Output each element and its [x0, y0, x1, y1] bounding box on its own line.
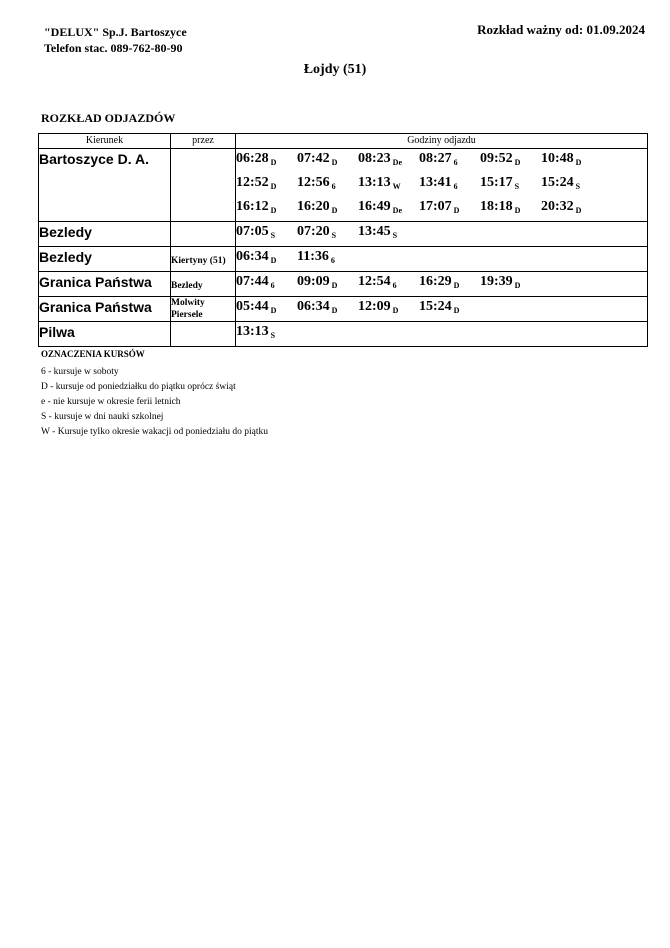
departure-time — [541, 149, 602, 173]
time-value: 16:29 — [419, 274, 452, 289]
header-direction: Kierunek — [39, 134, 171, 149]
time-value: 05:44 — [236, 299, 269, 314]
header-via: przez — [171, 134, 236, 149]
destination-cell: Pilwa — [39, 322, 171, 347]
departure-line — [236, 272, 647, 296]
course-mark: 6 — [330, 256, 335, 265]
time-value: 16:12 — [236, 199, 269, 214]
time-value: 07:44 — [236, 274, 269, 289]
legend-item: S - kursuje w dni nauki szkolnej — [41, 412, 164, 422]
course-mark: D — [453, 281, 460, 290]
departure-time — [480, 149, 541, 173]
course-mark: S — [270, 331, 276, 340]
course-mark: D — [270, 206, 277, 215]
departure-times-cell — [236, 222, 648, 247]
section-title: ROZKŁAD ODJAZDÓW — [41, 111, 176, 125]
departure-time — [358, 149, 419, 173]
course-mark: D — [331, 158, 338, 167]
departure-line — [236, 197, 647, 221]
table-row — [39, 149, 648, 222]
departure-time — [419, 272, 480, 296]
time-value: 13:13 — [358, 175, 391, 190]
via-cell — [171, 322, 236, 347]
time-value: 18:18 — [480, 199, 513, 214]
time-value: 07:42 — [297, 151, 330, 166]
via-cell: Kiertyny (51) — [171, 247, 236, 272]
course-mark: D — [331, 206, 338, 215]
departure-line — [236, 247, 647, 271]
course-mark: 6 — [331, 182, 336, 191]
departure-times-cell — [236, 322, 648, 347]
departure-time — [419, 297, 480, 321]
table-row — [39, 297, 648, 322]
via-cell: Molwity Piersele — [171, 297, 236, 322]
course-mark: S — [575, 182, 581, 191]
course-mark: D — [270, 306, 277, 315]
departure-time — [358, 222, 419, 246]
time-value: 20:32 — [541, 199, 574, 214]
course-mark: D — [270, 158, 277, 167]
departure-time — [358, 297, 419, 321]
departure-line — [236, 149, 647, 173]
course-mark: De — [392, 206, 402, 215]
company-info — [44, 24, 187, 56]
legend — [41, 365, 268, 440]
departure-time — [297, 272, 358, 296]
course-mark: D — [392, 306, 399, 315]
departure-time — [358, 197, 419, 221]
departure-time — [297, 173, 358, 197]
departure-time — [297, 247, 358, 271]
course-mark: D — [575, 206, 582, 215]
table-header-row — [39, 134, 648, 149]
course-mark: D — [453, 306, 460, 315]
departure-time — [236, 247, 297, 271]
time-value: 09:09 — [297, 274, 330, 289]
table-row — [39, 322, 648, 347]
departure-time — [541, 173, 602, 197]
table-row — [39, 272, 648, 297]
time-value: 12:56 — [297, 175, 330, 190]
timetable — [38, 133, 648, 347]
departure-line — [236, 173, 647, 197]
time-value: 19:39 — [480, 274, 513, 289]
table-row — [39, 247, 648, 272]
time-value: 13:45 — [358, 224, 391, 239]
departure-time — [297, 222, 358, 246]
course-mark: S — [392, 231, 398, 240]
departure-line — [236, 297, 647, 321]
departure-time — [236, 149, 297, 173]
course-mark: D — [575, 158, 582, 167]
time-value: 16:20 — [297, 199, 330, 214]
destination-cell: Bartoszyce D. A. — [39, 149, 171, 222]
course-mark: W — [392, 182, 401, 191]
company-name: "DELUX" Sp.J. Bartoszyce — [44, 25, 187, 39]
course-mark: D — [514, 206, 521, 215]
destination-cell: Bezledy — [39, 222, 171, 247]
departure-line — [236, 222, 647, 246]
legend-item: D - kursuje od poniedziałku do piątku oprócz świąt — [41, 382, 236, 392]
course-mark: De — [392, 158, 402, 167]
departure-time — [419, 149, 480, 173]
course-mark: D — [270, 256, 277, 265]
departure-times-cell — [236, 149, 648, 222]
departure-times-cell — [236, 297, 648, 322]
legend-title: OZNACZENIA KURSÓW — [41, 349, 145, 359]
time-value: 13:41 — [419, 175, 452, 190]
course-mark: 6 — [453, 158, 458, 167]
course-mark: S — [514, 182, 520, 191]
course-mark: D — [331, 281, 338, 290]
via-cell: Bezledy — [171, 272, 236, 297]
time-value: 15:17 — [480, 175, 513, 190]
departure-time — [297, 197, 358, 221]
destination-cell: Granica Państwa — [39, 272, 171, 297]
time-value: 10:48 — [541, 151, 574, 166]
course-mark: 6 — [392, 281, 397, 290]
time-value: 07:20 — [297, 224, 330, 239]
departure-time — [236, 272, 297, 296]
departure-time — [297, 297, 358, 321]
time-value: 09:52 — [480, 151, 513, 166]
departure-time — [358, 272, 419, 296]
departure-time — [358, 173, 419, 197]
departure-time — [480, 272, 541, 296]
course-mark: S — [270, 231, 276, 240]
time-value: 08:23 — [358, 151, 391, 166]
departure-time — [236, 297, 297, 321]
company-phone: Telefon stac. 089-762-80-90 — [44, 41, 183, 55]
departure-time — [236, 222, 297, 246]
departure-line — [236, 322, 647, 346]
departure-time — [297, 149, 358, 173]
departure-time — [236, 173, 297, 197]
course-mark: D — [453, 206, 460, 215]
departure-times-cell — [236, 247, 648, 272]
legend-item: e - nie kursuje w okresie ferii letnich — [41, 397, 181, 407]
departure-time — [419, 173, 480, 197]
time-value: 12:54 — [358, 274, 391, 289]
table-row — [39, 222, 648, 247]
time-value: 08:27 — [419, 151, 452, 166]
time-value: 06:28 — [236, 151, 269, 166]
time-value: 16:49 — [358, 199, 391, 214]
time-value: 17:07 — [419, 199, 452, 214]
header-departures: Godziny odjazdu — [236, 134, 648, 149]
time-value: 07:05 — [236, 224, 269, 239]
departure-time — [236, 322, 297, 346]
via-cell — [171, 222, 236, 247]
via-cell — [171, 149, 236, 222]
legend-item: 6 - kursuje w soboty — [41, 367, 119, 377]
time-value: 15:24 — [541, 175, 574, 190]
time-value: 12:09 — [358, 299, 391, 314]
departure-time — [541, 197, 602, 221]
course-mark: D — [270, 182, 277, 191]
destination-cell: Bezledy — [39, 247, 171, 272]
departure-time — [480, 173, 541, 197]
legend-item: W - Kursuje tylko okresie wakacji od poniedziału do piątku — [41, 427, 268, 437]
departure-time — [419, 197, 480, 221]
course-mark: D — [514, 158, 521, 167]
stop-title: Łojdy (51) — [303, 62, 367, 77]
time-value: 13:13 — [236, 324, 269, 339]
time-value: 15:24 — [419, 299, 452, 314]
course-mark: 6 — [270, 281, 275, 290]
destination-cell: Granica Państwa — [39, 297, 171, 322]
course-mark: 6 — [453, 182, 458, 191]
departure-time — [480, 197, 541, 221]
time-value: 11:36 — [297, 249, 329, 264]
departure-time — [236, 197, 297, 221]
time-value: 06:34 — [297, 299, 330, 314]
time-value: 06:34 — [236, 249, 269, 264]
valid-from: Rozkład ważny od: 01.09.2024 — [477, 22, 645, 37]
departure-times-cell — [236, 272, 648, 297]
time-value: 12:52 — [236, 175, 269, 190]
course-mark: D — [514, 281, 521, 290]
course-mark: D — [331, 306, 338, 315]
course-mark: S — [331, 231, 337, 240]
